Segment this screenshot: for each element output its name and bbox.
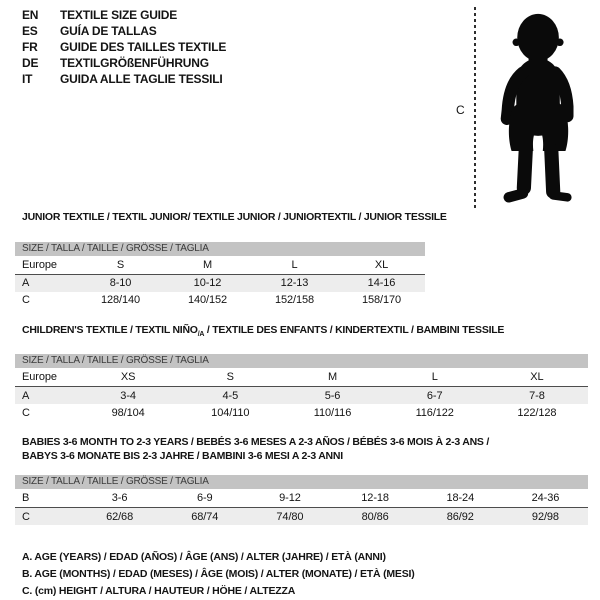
language-row (22, 39, 226, 55)
value-cell: 10-12 (193, 277, 222, 290)
value-cell: 8-10 (109, 277, 132, 290)
column-header-cell: S (116, 258, 125, 271)
language-row (22, 71, 226, 87)
value-cell: 86/92 (446, 510, 474, 523)
value-cell: 110/116 (313, 406, 352, 419)
language-title: GUÍA DE TALLAS (60, 24, 157, 38)
title-text: JUNIOR TEXTILE / TEXTIL JUNIOR/ TEXTILE JUNIOR / JUNIORTEXTIL / JUNIOR TESSILE (22, 211, 447, 223)
value-cell: 122/128 (517, 406, 557, 419)
language-code: DE (22, 56, 39, 70)
value-cell: 9-12 (279, 492, 301, 505)
row-label: B (22, 492, 30, 505)
row-label: C (22, 406, 30, 419)
value-cell: 98/104 (111, 406, 145, 419)
note-age-months: B. AGE (MONTHS) / EDAD (MESES) / ÂGE (MOIS) / ALTER (MONATE) / ETÀ (MESI) (22, 568, 415, 581)
column-header-cell: M (202, 258, 213, 271)
baby-silhouette-icon (487, 5, 591, 210)
size-header-band: SIZE / TALLA / TAILLE / GRÖSSE / TAGLIA (15, 242, 425, 256)
value-cell: 92/98 (531, 510, 559, 523)
value-cell: 62/68 (106, 510, 134, 523)
language-row (22, 55, 226, 71)
value-cell: 4-5 (222, 389, 239, 402)
babies-size-table (15, 475, 588, 525)
value-cell: 5-6 (324, 389, 341, 402)
language-title: GUIDE DES TAILLES TEXTILE (60, 40, 227, 54)
value-cell: 6-7 (426, 389, 443, 402)
value-cell: 74/80 (276, 510, 304, 523)
title-text: CHILDREN'S TEXTILE / TEXTIL NIÑO (22, 323, 198, 336)
size-tables-section (15, 211, 588, 600)
table-row (15, 508, 588, 525)
row-label: A (22, 277, 30, 290)
title-subscript: /A (197, 330, 205, 338)
value-cell: 12-13 (280, 277, 309, 290)
row-label: Europe (22, 258, 57, 271)
column-header-row (15, 256, 425, 275)
value-cell: 18-24 (446, 492, 475, 505)
junior-size-table (15, 242, 425, 309)
value-cell: 7-8 (529, 389, 545, 402)
table-row (15, 275, 425, 292)
value-cell: 152/158 (274, 294, 315, 307)
babies-table-title (22, 436, 490, 467)
table-row (15, 387, 588, 404)
legend-notes (22, 549, 588, 600)
row-label: C (22, 294, 30, 307)
column-header-cell: XS (120, 371, 136, 384)
value-cell: 104/110 (211, 406, 250, 419)
value-cell: 68/74 (191, 510, 219, 523)
column-header-cell: S (226, 371, 234, 384)
value-cell: 12-18 (361, 492, 389, 505)
language-title: TEXTILE SIZE GUIDE (60, 8, 178, 22)
title-text: BABIES 3-6 MONTH TO 2-3 YEARS / BEBÉS 3-6 MESES A 2-3 AÑOS / BÉBÉS 3-6 MOIS À 2-3 ANS / BABYS 3-6 MONATE BIS 2-3 JAHRE / BAMBINI 3-6 MESI A 2-3 ANNI (22, 436, 490, 462)
value-cell: 116/122 (415, 406, 454, 419)
column-header-cell: XL (374, 258, 389, 271)
language-title: TEXTILGRÖßENFÜHRUNG (60, 56, 209, 70)
language-code: ES (22, 24, 38, 38)
column-header-cell: L (291, 258, 298, 271)
value-cell: 24-36 (531, 492, 560, 505)
junior-table-title (22, 211, 588, 229)
language-code: FR (22, 40, 38, 54)
value-cell: 158/170 (361, 294, 402, 307)
column-header-row (15, 368, 588, 387)
row-label: A (22, 389, 30, 402)
value-cell: 3-6 (111, 492, 128, 505)
table-row (15, 292, 425, 309)
size-header-band: SIZE / TALLA / TAILLE / GRÖSSE / TAGLIA (15, 354, 588, 368)
value-cell: 3-4 (120, 389, 136, 402)
column-header-cell: XL (530, 371, 544, 384)
value-cell: 6-9 (196, 492, 213, 505)
value-cell: 14-16 (367, 277, 396, 290)
value-cell: 140/152 (187, 294, 228, 307)
row-label: Europe (22, 371, 57, 384)
language-code: IT (22, 72, 33, 86)
value-cell: 80/86 (361, 510, 389, 523)
note-age-years: A. AGE (YEARS) / EDAD (AÑOS) / ÂGE (ANS) / ALTER (JAHRE) / ETÀ (ANNI) (22, 551, 386, 564)
column-header-cell: L (431, 371, 438, 384)
height-measure-line (474, 7, 476, 211)
title-text: / TEXTILE DES ENFANTS / KINDERTEXTIL / BAMBINI TESSILE (204, 323, 505, 336)
language-title: GUIDA ALLE TAGLIE TESSILI (60, 72, 223, 86)
table-row (15, 404, 588, 421)
language-row (22, 23, 226, 39)
value-cell: 128/140 (100, 294, 141, 307)
language-header (22, 7, 226, 87)
column-header-cell: M (327, 371, 338, 384)
size-header-band: SIZE / TALLA / TAILLE / GRÖSSE / TAGLIA (15, 475, 588, 489)
row-label: C (22, 510, 30, 523)
language-row (22, 7, 226, 23)
children-size-table (15, 354, 588, 421)
height-measure-label: C (456, 103, 465, 117)
children-table-title (22, 324, 588, 342)
language-code: EN (22, 8, 39, 22)
note-height: C. (cm) HEIGHT / ALTURA / HAUTEUR / HÖHE / ALTEZZA (22, 585, 296, 598)
table-row (15, 489, 588, 508)
